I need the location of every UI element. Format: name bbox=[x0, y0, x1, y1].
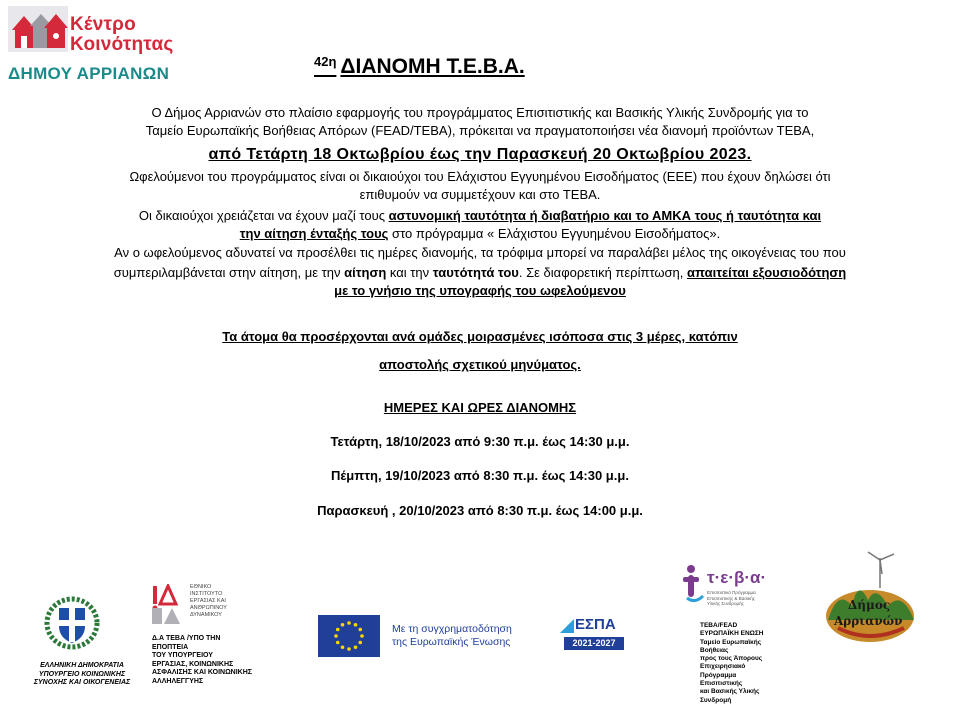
eu-star-icon bbox=[336, 641, 340, 645]
eiead-logo-text-line: ΔΥΝΑΜΙΚΟΥ bbox=[190, 612, 222, 618]
schedule-day-1: Τετάρτη, 18/10/2023 από 9:30 π.μ. έως 14:30 μ.μ. bbox=[330, 434, 630, 449]
kentro-koinotitas-logo bbox=[4, 2, 194, 58]
espa-arrow-icon bbox=[560, 619, 574, 633]
eu-star-icon bbox=[341, 645, 345, 649]
schedule-day-3: Παρασκευή , 20/10/2023 από 8:30 π.μ. έως 14:00 μ.μ. bbox=[317, 503, 643, 518]
paragraph-4-line-3: με το γνήσιο της υπογραφής του ωφελούμενου bbox=[334, 283, 626, 298]
eu-text-line-1: Με τη συγχρηματοδότηση bbox=[392, 623, 512, 635]
eu-star-icon bbox=[360, 634, 364, 638]
page-title bbox=[314, 54, 525, 79]
dimos-logo-line-1: Δήμος bbox=[848, 598, 891, 612]
teva-logo-subtitle bbox=[707, 590, 756, 607]
p4-text-a: συμπεριλαμβάνεται στην αίτηση, με την bbox=[113, 265, 345, 280]
teva-caption-line: Επιχειρησιακό bbox=[700, 663, 746, 671]
groups-line-1: Τα άτομα θα προσέρχονται ανά ομάδες μοιρασμένες ισόποσα στις 3 μέρες, κατόπιν bbox=[222, 329, 738, 344]
eu-star-icon bbox=[354, 623, 358, 627]
title-ordinal: 42η bbox=[314, 54, 337, 69]
title-text: ΔΙΑΝΟΜΗ Τ.Ε.Β.Α. bbox=[340, 55, 525, 78]
p3-text-b: στο πρόγραμμα « Ελάχιστου Εγγυημένου Εισοδήματος». bbox=[388, 226, 721, 241]
p4-text-e: . Σε διαφορετική περίπτωση, bbox=[518, 265, 688, 280]
dimos-logo-line-2: Αρριανών bbox=[834, 614, 903, 628]
p4-text-c: και την bbox=[386, 265, 433, 280]
p3-text-a: Οι δικαιούχοι χρειάζεται να έχουν μαζί τους bbox=[138, 208, 389, 223]
eu-star-icon bbox=[336, 628, 340, 632]
schedule-day-2: Πέμπτη, 19/10/2023 από 8:30 π.μ. έως 14:30 μ.μ. bbox=[331, 468, 629, 483]
eiead-mark-icon bbox=[150, 584, 184, 626]
eu-star-icon bbox=[358, 628, 362, 632]
teva-sub-line: Επισιτιστικής & Βασικής bbox=[707, 595, 755, 601]
p3-application: την αίτηση ένταξής τους bbox=[239, 226, 389, 241]
eu-flag-icon bbox=[318, 615, 380, 657]
eiead-logo-text-line: ΕΘΝΙΚΟ bbox=[190, 584, 212, 590]
p4-taftotita: ταυτότητά του bbox=[432, 265, 519, 280]
paragraph-1-line-1: Ο Δήμος Αρριανών στο πλαίσιο εφαρμογής του προγράμματος Επισιτιστικής και Βασικής Υλικής Συνδρομής για το bbox=[151, 105, 809, 120]
eiead-logo-text-line: ΑΝΘΡΩΠΙΝΟΥ bbox=[190, 605, 227, 611]
eiead-caption-line: ΕΡΓΑΣΙΑΣ, ΚΟΙΝΩΝΙΚΗΣ bbox=[152, 660, 234, 668]
paragraph-3-line-2 bbox=[0, 225, 960, 242]
espa-title: ΕΣΠΑ bbox=[575, 616, 616, 633]
teva-caption-line: και Βασικής Υλικής bbox=[700, 688, 760, 696]
teva-caption-line: Βοήθειας bbox=[700, 646, 729, 654]
eu-star-icon bbox=[341, 623, 345, 627]
eu-text-line-2: της Ευρωπαϊκής Ένωσης bbox=[392, 636, 511, 648]
municipality-name: ΔΗΜΟΥ ΑΡΡΙΑΝΩΝ bbox=[8, 64, 170, 83]
teva-figure-icon bbox=[683, 564, 705, 604]
teva-caption-line: Επισιτιστικής bbox=[700, 680, 743, 688]
teva-logo bbox=[683, 562, 769, 614]
eiead-logo-text-line: ΕΡΓΑΣΙΑΣ ΚΑΙ bbox=[190, 598, 226, 604]
schedule-heading: ΗΜΕΡΕΣ ΚΑΙ ΩΡΕΣ ΔΙΑΝΟΜΗΣ bbox=[383, 400, 577, 415]
eu-star-icon bbox=[347, 647, 351, 651]
paragraph-2-line-2: επιθυμούν να συμμετέχουν και στο ΤΕΒΑ. bbox=[359, 187, 601, 202]
teva-sub-line: Επισιτιστικό Πρόγραμμα bbox=[707, 590, 756, 595]
paragraph-4-line-1: Αν ο ωφελούμενος αδυνατεί να προσέλθει τις ημέρες διανομής, τα τρόφιμα μπορεί να παραλάβει μέλος της οικογένειας του που bbox=[114, 245, 846, 260]
espa-logo bbox=[560, 616, 626, 656]
hellenic-caption bbox=[24, 662, 140, 688]
teva-caption bbox=[700, 622, 763, 705]
eiead-caption-line: ΤΟΥ ΥΠΟΥΡΓΕΙΟΥ bbox=[152, 652, 213, 659]
paragraph-2-line-1: Ωφελούμενοι του προγράμματος είναι οι δικαιούχοι του Ελάχιστου Εγγυημένου Εισοδήματος (ΕΕΕ) που έχουν δηλώσει ότι bbox=[129, 169, 831, 184]
eiead-logo-text-line: ΙΝΣΤΙΤΟΥΤΟ bbox=[190, 591, 223, 597]
eiead-logo-text bbox=[190, 584, 227, 619]
eiead-caption bbox=[152, 635, 252, 686]
teva-sub-line: Υλικής Συνδρομής bbox=[707, 601, 744, 606]
eu-star-icon bbox=[334, 634, 338, 638]
teva-caption-line: προς τους Άπορους bbox=[700, 655, 763, 663]
eiead-caption-line: Δ.Α ΤΕΒΑ /ΥΠΟ ΤΗΝ bbox=[152, 635, 221, 642]
eu-star-icon bbox=[347, 621, 351, 625]
p4-authorization: απαιτείται εξουσιοδότηση bbox=[687, 265, 847, 280]
date-range: από Τετάρτη 18 Οκτωβρίου έως την Παρασκευή 20 Οκτωβρίου 2023. bbox=[208, 146, 752, 163]
houses-icon bbox=[8, 6, 68, 52]
hellenic-republic-emblem-icon bbox=[44, 596, 100, 650]
teva-caption-line: Συνδρομή bbox=[700, 696, 732, 704]
eu-star-icon bbox=[354, 645, 358, 649]
teva-caption-line: Πρόγραμμα bbox=[700, 671, 737, 679]
logo-line-1: Κέντρο bbox=[70, 14, 136, 35]
espa-years: 2021-2027 bbox=[564, 637, 624, 650]
p3-required-documents: αστυνομική ταυτότητα ή διαβατήριο και το ΑΜΚΑ τους ή ταυτότητα και bbox=[388, 208, 822, 223]
paragraph-3-line-1 bbox=[0, 207, 960, 224]
paragraph-1-line-2: Ταμείο Ευρωπαϊκής Βοήθειας Απόρων (FEAD/ΤΕΒΑ), πρόκειται να πραγματοποιήσει νέα διανομή προϊόντων ΤΕΒΑ, bbox=[145, 123, 815, 138]
eiead-caption-line: ΑΣΦΑΛΙΣΗΣ ΚΑΙ ΚΟΙΝΩΝΙΚΗΣ bbox=[152, 669, 252, 676]
eiead-caption-line: ΕΠΟΠΤΕΙΑ bbox=[152, 643, 189, 651]
eiead-logo bbox=[150, 584, 242, 626]
paragraph-4-line-2 bbox=[0, 264, 960, 281]
dimos-arrianon-emblem bbox=[818, 548, 922, 652]
p4-aitisi: αίτηση bbox=[344, 265, 387, 280]
groups-line-2: αποστολής σχετικού μηνύματος. bbox=[379, 357, 581, 372]
teva-caption-line: ΤΕΒΑ/FEAD bbox=[700, 622, 738, 629]
hellenic-caption-line: ΕΛΛΗΝΙΚΗ ΔΗΜΟΚΡΑΤΙΑ bbox=[40, 662, 124, 669]
logo-line-2: Κοινότητας bbox=[70, 34, 174, 55]
teva-caption-line: ΕΥΡΩΠΑΪΚΗ ΕΝΩΣΗ bbox=[700, 630, 764, 638]
teva-caption-line: Ταμείο Ευρωπαϊκής bbox=[700, 638, 762, 646]
teva-word: τ·ε·β·α· bbox=[707, 568, 767, 587]
hellenic-caption-line: ΣΥΝΟΧΗΣ ΚΑΙ ΟΙΚΟΓΕΝΕΙΑΣ bbox=[33, 679, 131, 686]
eu-espa-banner bbox=[316, 614, 630, 658]
hellenic-caption-line: ΥΠΟΥΡΓΕΙΟ ΚΟΙΝΩΝΙΚΗΣ bbox=[38, 670, 126, 678]
eu-cofunding-text bbox=[392, 623, 512, 649]
eu-star-icon bbox=[358, 641, 362, 645]
eiead-caption-line: ΑΛΛΗΛΕΓΓΥΗΣ bbox=[152, 677, 204, 685]
